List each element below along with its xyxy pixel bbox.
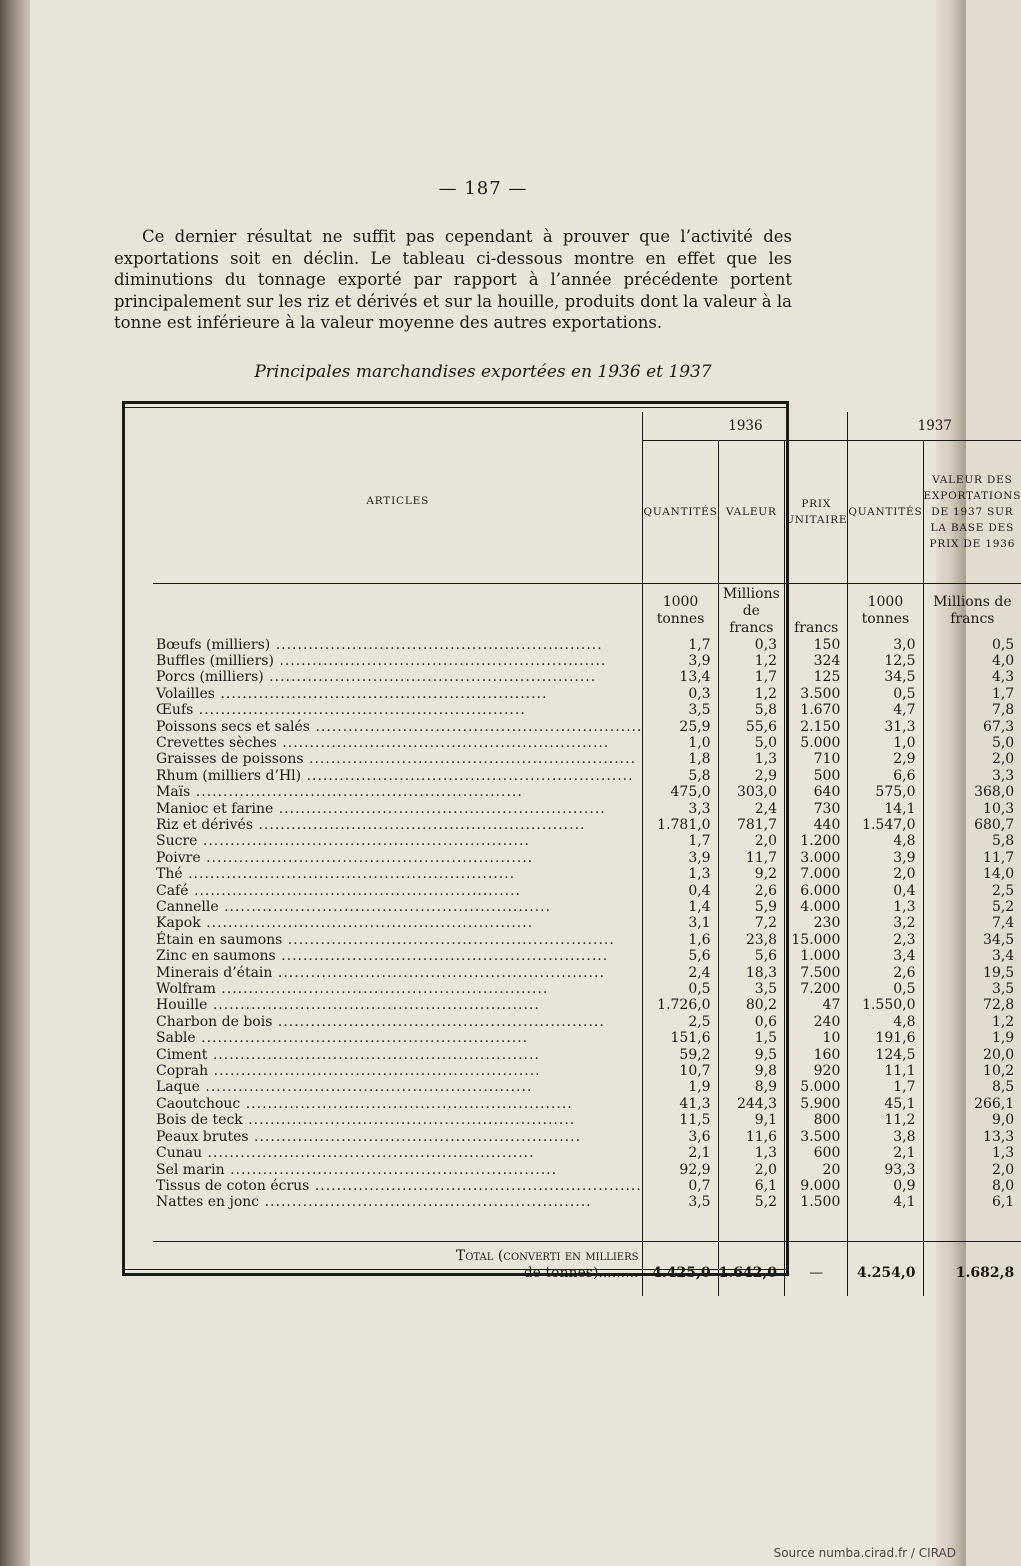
table-row [153,1047,1021,1063]
cell-q36: 3,5 [643,1194,718,1210]
cell-q37: 4,8 [848,1014,923,1030]
intro-paragraph: Ce dernier résultat ne suffit pas cependant à prouver que l’activité des exportations soit en déclin. Le tableau ci-dessous montre en effet que les diminutions du tonnage exporté par rapport à l’année précédente portent principalement sur les riz et dérivés et sur la houille, produits dont la valeur à la tonne est inférieure à la valeur moyenne des autres exportations. [114,227,792,332]
cell-q37: 1,0 [848,735,923,751]
table-row [153,1063,1021,1079]
cell-q36: 1,0 [643,735,718,751]
cell-v37: 266,1 [923,1096,1021,1112]
cell-q36: 41,3 [643,1096,718,1112]
cell-q36: 2,5 [643,1014,718,1030]
article-name: Sucre ............................................................ [156,833,530,850]
cell-q36: 0,7 [643,1178,718,1194]
cell-v36: 2,4 [718,801,784,817]
cell-v37: 5,2 [923,899,1021,915]
cell-q37: 11,1 [848,1063,923,1079]
cell-pu: 10 [785,1030,848,1046]
cell-v36: 6,1 [718,1178,784,1194]
cell-q37: 2,1 [848,1145,923,1161]
table-row [153,883,1021,899]
cell-v36: 1,2 [718,686,784,702]
cell-pu: 240 [785,1014,848,1030]
book-spine-shadow [0,0,30,1566]
cell-v36: 55,6 [718,719,784,735]
cell-v37: 3,5 [923,981,1021,997]
cell-pu: 440 [785,817,848,833]
cell-pu: 5.000 [785,735,848,751]
article-name: Nattes en jonc ............................................................ [156,1194,592,1211]
article-name: Wolfram ............................................................ [156,981,549,998]
cell-v36: 9,8 [718,1063,784,1079]
cell-q37: 3,2 [848,915,923,931]
table-row [153,801,1021,817]
cell-pu: 9.000 [785,1178,848,1194]
cell-v36: 9,2 [718,866,784,882]
cell-q37: 0,9 [848,1178,923,1194]
cell-q37: 0,5 [848,686,923,702]
cell-pu: 160 [785,1047,848,1063]
cell-q37: 45,1 [848,1096,923,1112]
cell-q36: 1,3 [643,866,718,882]
article-name: Manioc et farine ............................................................ [156,800,606,817]
exports-table [153,412,1021,1296]
table-row [153,817,1021,833]
cell-q36: 3,9 [643,653,718,669]
article-name: Thé ............................................................ [156,866,516,883]
unit-q1936: 1000 tonnes [643,586,718,637]
cell-q36: 151,6 [643,1030,718,1046]
article-name: Houille ............................................................ [156,997,540,1014]
article-name: Poivre ............................................................ [156,849,534,866]
cell-v37: 20,0 [923,1047,1021,1063]
cell-q36: 1,6 [643,932,718,948]
cell-pu: 3.000 [785,850,848,866]
article-name: Bœufs (milliers) ............................................................ [156,636,603,653]
cell-v36: 2,0 [718,1162,784,1178]
cell-q37: 4,1 [848,1194,923,1210]
cell-pu: 47 [785,997,848,1013]
cell-q37: 191,6 [848,1030,923,1046]
cell-v36: 1,3 [718,751,784,767]
cell-v37: 680,7 [923,817,1021,833]
total-q37: 4.254,0 [848,1241,923,1296]
cell-q36: 13,4 [643,669,718,685]
cell-pu: 640 [785,784,848,800]
cell-q36: 5,8 [643,768,718,784]
cell-q37: 6,6 [848,768,923,784]
cell-v37: 1,9 [923,1030,1021,1046]
col-header-quantites-1937: QUANTITÉS [848,441,923,584]
book-page [30,0,1021,1566]
cell-v36: 2,0 [718,833,784,849]
article-name: Sable ............................................................ [156,1030,529,1047]
cell-v37: 10,3 [923,801,1021,817]
cell-q36: 25,9 [643,719,718,735]
cell-v36: 1,3 [718,1145,784,1161]
cell-v37: 9,0 [923,1112,1021,1128]
cell-q36: 92,9 [643,1162,718,1178]
cell-q37: 0,5 [848,981,923,997]
cell-v36: 80,2 [718,997,784,1013]
table-row [153,833,1021,849]
cell-v37: 67,3 [923,719,1021,735]
table-row [153,784,1021,800]
cell-q37: 124,5 [848,1047,923,1063]
cell-v36: 18,3 [718,965,784,981]
cell-v36: 5,0 [718,735,784,751]
col-header-quantites-1936: QUANTITÉS [643,441,718,584]
cell-v37: 2,0 [923,751,1021,767]
article-name: Minerais d’étain ............................................................ [156,964,605,981]
table-row [153,669,1021,685]
cell-q37: 31,3 [848,719,923,735]
cell-q37: 2,3 [848,932,923,948]
cell-q37: 0,4 [848,883,923,899]
cell-v36: 5,8 [718,702,784,718]
page-number: — 187 — [438,178,528,199]
cell-v36: 1,7 [718,669,784,685]
cell-q36: 3,3 [643,801,718,817]
cell-pu: 2.150 [785,719,848,735]
cell-pu: 1.000 [785,948,848,964]
table-row [153,915,1021,931]
table-caption: Principales marchandises exportées en 1936 et 1937 [254,362,712,382]
frame-inner-top-rule [125,407,786,408]
article-name: Buffles (milliers) ............................................................ [156,652,607,669]
cell-q36: 475,0 [643,784,718,800]
cell-q36: 1,9 [643,1079,718,1095]
article-name: Bois de teck ............................................................ [156,1112,576,1129]
cell-q37: 11,2 [848,1112,923,1128]
cell-v37: 7,8 [923,702,1021,718]
cell-v36: 2,6 [718,883,784,899]
cell-v36: 2,9 [718,768,784,784]
year-1936-header: 1936 [643,412,848,441]
article-name: Café ............................................................ [156,882,521,899]
cell-pu: 20 [785,1162,848,1178]
article-name: Riz et dérivés ............................................................ [156,816,586,833]
cell-v37: 368,0 [923,784,1021,800]
cell-pu: 7.500 [785,965,848,981]
cell-v36: 0,6 [718,1014,784,1030]
article-name: Graisses de poissons ............................................................ [156,751,637,768]
cell-q36: 1.726,0 [643,997,718,1013]
cell-q37: 3,4 [848,948,923,964]
table-row [153,768,1021,784]
cell-pu: 3.500 [785,1129,848,1145]
table-row [153,1129,1021,1145]
table-row [153,719,1021,735]
cell-q36: 1,4 [643,899,718,915]
cell-q36: 0,5 [643,981,718,997]
table-row [153,1014,1021,1030]
cell-v37: 5,0 [923,735,1021,751]
cell-v37: 5,8 [923,833,1021,849]
cell-pu: 1.670 [785,702,848,718]
cell-q36: 0,4 [643,883,718,899]
table-row [153,981,1021,997]
cell-q37: 93,3 [848,1162,923,1178]
cell-pu: 1.500 [785,1194,848,1210]
total-label: Total (converti en milliers de tonnes)......... [153,1241,643,1296]
cell-q37: 14,1 [848,801,923,817]
article-name: Poissons secs et salés ............................................................ [156,718,643,735]
cell-pu: 15.000 [785,932,848,948]
table-row [153,1079,1021,1095]
article-name: Porcs (milliers) ............................................................ [156,669,597,686]
cell-q36: 2,1 [643,1145,718,1161]
cell-q36: 1,7 [643,637,718,653]
cell-v36: 11,6 [718,1129,784,1145]
cell-q37: 4,8 [848,833,923,849]
cell-q36: 2,4 [643,965,718,981]
cell-q36: 59,2 [643,1047,718,1063]
cell-v37: 14,0 [923,866,1021,882]
cell-q36: 1,7 [643,833,718,849]
table-row [153,702,1021,718]
cell-q37: 2,6 [848,965,923,981]
cell-v37: 1,3 [923,1145,1021,1161]
cell-pu: 5.900 [785,1096,848,1112]
cell-v36: 0,3 [718,637,784,653]
cell-pu: 150 [785,637,848,653]
source-credit: Source numba.cirad.fr / CIRAD [773,1546,956,1560]
article-name: Zinc en saumons ............................................................ [156,948,609,965]
cell-v37: 6,1 [923,1194,1021,1210]
article-name: Ciment ............................................................ [156,1046,540,1063]
table-row [153,686,1021,702]
table-row [153,751,1021,767]
cell-v36: 244,3 [718,1096,784,1112]
article-name: Coprah ............................................................ [156,1063,541,1080]
cell-q37: 2,0 [848,866,923,882]
cell-v37: 2,0 [923,1162,1021,1178]
article-name: Maïs ............................................................ [156,784,523,801]
cell-pu: 125 [785,669,848,685]
unit-v1936: Millions de francs [718,586,784,637]
cell-q37: 1,3 [848,899,923,915]
cell-q37: 1,7 [848,1079,923,1095]
cell-pu: 7.200 [785,981,848,997]
cell-pu: 500 [785,768,848,784]
article-name: Sel marin ............................................................ [156,1161,558,1178]
cell-v36: 5,2 [718,1194,784,1210]
article-name: Charbon de bois ............................................................ [156,1013,605,1030]
article-name: Kapok ............................................................ [156,915,534,932]
total-pu: — [785,1241,848,1296]
cell-v37: 3,4 [923,948,1021,964]
article-name: Peaux brutes ............................................................ [156,1128,582,1145]
cell-v36: 3,5 [718,981,784,997]
cell-v37: 10,2 [923,1063,1021,1079]
article-name: Étain en saumons ............................................................ [156,931,615,948]
table-row [153,637,1021,653]
cell-pu: 920 [785,1063,848,1079]
cell-q37: 3,8 [848,1129,923,1145]
table-row [153,932,1021,948]
cell-v36: 1,5 [718,1030,784,1046]
cell-pu: 710 [785,751,848,767]
cell-q36: 1.781,0 [643,817,718,833]
cell-v36: 781,7 [718,817,784,833]
cell-q37: 12,5 [848,653,923,669]
cell-v36: 303,0 [718,784,784,800]
table-row [153,1162,1021,1178]
cell-v37: 8,0 [923,1178,1021,1194]
cell-q37: 3,9 [848,850,923,866]
cell-v36: 7,2 [718,915,784,931]
cell-pu: 730 [785,801,848,817]
total-q36: 4.425,0 [643,1241,718,1296]
cell-q37: 1.550,0 [848,997,923,1013]
cell-v37: 8,5 [923,1079,1021,1095]
article-name: Œufs ............................................................ [156,702,526,719]
table-frame [122,401,1021,1281]
col-header-prix-unitaire: PRIX UNITAIRE [785,441,848,584]
table-row [153,997,1021,1013]
article-name: Volailles ............................................................ [156,685,548,702]
cell-v36: 9,5 [718,1047,784,1063]
col-header-valeur-1936: VALEUR [718,441,784,584]
cell-pu: 6.000 [785,883,848,899]
article-name: Tissus de coton écrus ............................................................ [156,1177,642,1194]
cell-q36: 3,6 [643,1129,718,1145]
table-row [153,1030,1021,1046]
cell-q36: 5,6 [643,948,718,964]
table-row [153,899,1021,915]
article-name: Cunau ............................................................ [156,1145,535,1162]
cell-v37: 4,3 [923,669,1021,685]
article-name: Caoutchouc ............................................................ [156,1095,573,1112]
cell-v37: 3,3 [923,768,1021,784]
cell-v37: 2,5 [923,883,1021,899]
cell-pu: 3.500 [785,686,848,702]
cell-v37: 4,0 [923,653,1021,669]
cell-q37: 4,7 [848,702,923,718]
cell-q37: 34,5 [848,669,923,685]
cell-q37: 1.547,0 [848,817,923,833]
total-v36: 1.642,0 [718,1241,784,1296]
col-header-articles: ARTICLES [366,494,430,507]
cell-v37: 13,3 [923,1129,1021,1145]
cell-v36: 1,2 [718,653,784,669]
table-row [153,1178,1021,1194]
unit-v1937: Millions de francs [923,586,1021,637]
cell-pu: 324 [785,653,848,669]
cell-v36: 9,1 [718,1112,784,1128]
cell-v36: 8,9 [718,1079,784,1095]
cell-q37: 3,0 [848,637,923,653]
cell-q36: 0,3 [643,686,718,702]
unit-pu: francs [785,586,848,637]
cell-q36: 11,5 [643,1112,718,1128]
table-row [153,948,1021,964]
cell-v37: 7,4 [923,915,1021,931]
cell-v37: 11,7 [923,850,1021,866]
table-row [153,850,1021,866]
article-name: Rhum (milliers d’Hl) ............................................................ [156,767,634,784]
table-row [153,1194,1021,1210]
table-row [153,1112,1021,1128]
cell-v37: 34,5 [923,932,1021,948]
cell-v37: 1,7 [923,686,1021,702]
cell-v36: 23,8 [718,932,784,948]
unit-q1937: 1000 tonnes [848,586,923,637]
cell-pu: 4.000 [785,899,848,915]
cell-q36: 3,1 [643,915,718,931]
cell-pu: 7.000 [785,866,848,882]
table-row [153,653,1021,669]
table-row [153,866,1021,882]
cell-v36: 5,9 [718,899,784,915]
cell-q36: 3,5 [643,702,718,718]
cell-pu: 1.200 [785,833,848,849]
cell-q36: 3,9 [643,850,718,866]
cell-q37: 2,9 [848,751,923,767]
cell-v37: 19,5 [923,965,1021,981]
cell-q37: 575,0 [848,784,923,800]
cell-q36: 10,7 [643,1063,718,1079]
table-row [153,1145,1021,1161]
cell-v36: 11,7 [718,850,784,866]
article-name: Laque ............................................................ [156,1079,533,1096]
cell-v37: 0,5 [923,637,1021,653]
cell-pu: 230 [785,915,848,931]
col-header-valeur-1937: VALEUR DES EXPORTATIONS DE 1937 SUR LA BASE DES PRIX DE 1936 [923,441,1021,584]
cell-q36: 1,8 [643,751,718,767]
cell-v37: 72,8 [923,997,1021,1013]
cell-pu: 5.000 [785,1079,848,1095]
cell-pu: 600 [785,1145,848,1161]
table-row [153,1096,1021,1112]
article-name: Cannelle ............................................................ [156,899,552,915]
cell-pu: 800 [785,1112,848,1128]
total-row [153,1241,1021,1296]
table-row [153,965,1021,981]
total-v37: 1.682,8 [923,1241,1021,1296]
cell-v36: 5,6 [718,948,784,964]
table-row [153,735,1021,751]
article-name: Crevettes sèches ............................................................ [156,734,610,751]
year-1937-header: 1937 [848,412,1021,441]
cell-v37: 1,2 [923,1014,1021,1030]
